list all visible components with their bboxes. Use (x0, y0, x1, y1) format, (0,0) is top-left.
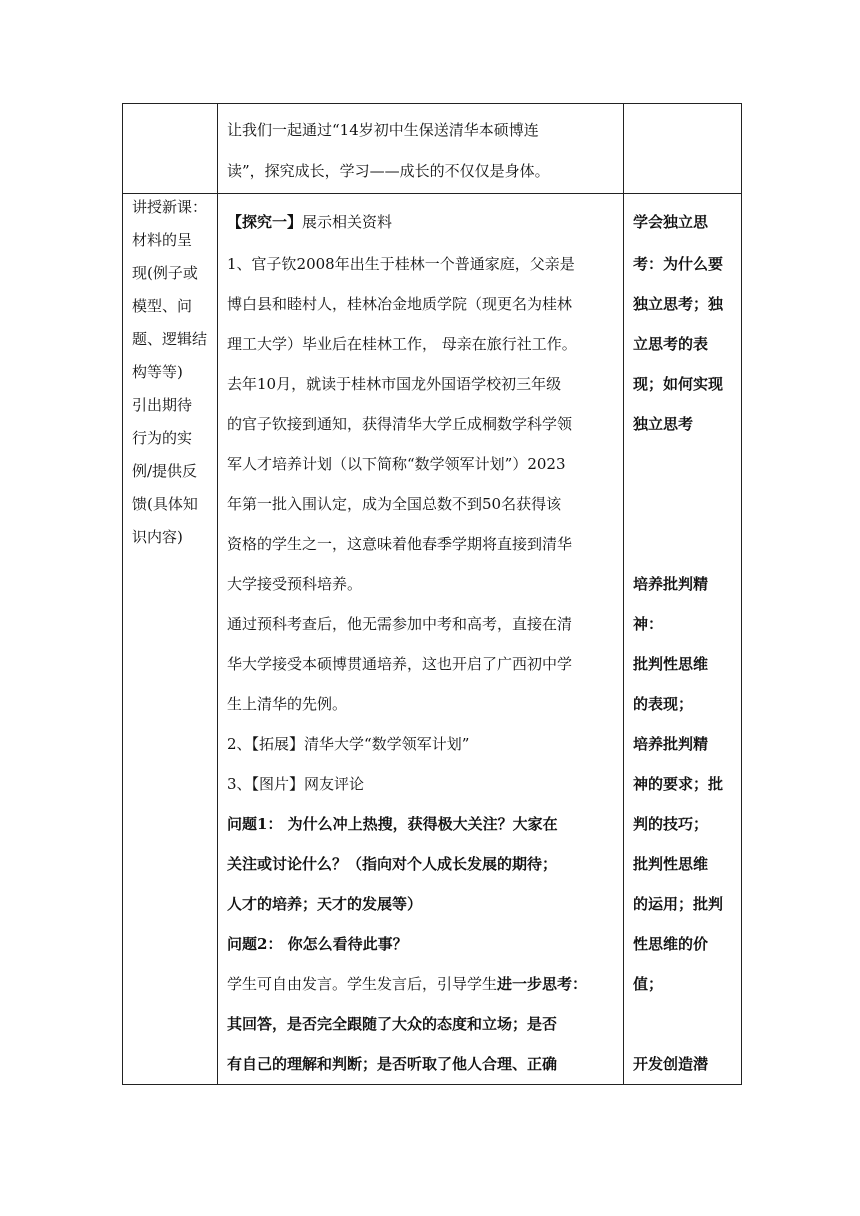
goal-line: 的运用；批判 (633, 895, 724, 913)
section-heading-text: 展示相关资料 (302, 213, 393, 231)
stage-description-line: 馈(具体知 (132, 495, 198, 513)
goal-line: 培养批判精 (633, 575, 709, 593)
row2-left-cell (123, 194, 218, 1085)
goal-line: 现；如何实现 (633, 375, 724, 393)
guidance-normal: 学生可自由发言。学生发言后，引导学生 (227, 975, 498, 993)
guidance-line: 其回答，是否完全跟随了大众的态度和立场；是否 (227, 1015, 558, 1033)
stage-description-line: 题、逻辑结 (132, 330, 208, 348)
stage-description-line: 引出期待 (132, 396, 193, 414)
material-line: 生上清华的先例。 (227, 695, 348, 713)
stage-description-line: 例/提供反 (132, 462, 198, 480)
material-line: 1、官子钦2008年出生于桂林一个普通家庭，父亲是 (227, 255, 575, 273)
material-line: 3、【图片】网友评论 (227, 775, 365, 793)
section-heading (227, 212, 392, 232)
material-line: 2、【拓展】清华大学“数学领军计划” (227, 735, 470, 753)
row1-right-cell (624, 104, 742, 194)
material-line: 博白县和睦村人，桂林冶金地质学院（现更名为桂林 (227, 295, 573, 313)
material-line: 的官子钦接到通知，获得清华大学丘成桐数学科学领 (227, 415, 573, 433)
material-line: 理工大学）毕业后在桂林工作， 母亲在旅行社工作。 (227, 335, 577, 353)
goal-line: 判的技巧； (633, 815, 709, 833)
goal-line: 开发创造潜 (633, 1055, 709, 1073)
material-line: 资格的学生之一，这意味着他春季学期将直接到清华 (227, 535, 573, 553)
material-line: 华大学接受本硕博贯通培养，这也开启了广西初中学 (227, 655, 573, 673)
stage-description-line: 构等等) (132, 363, 183, 381)
goal-line: 考：为什么要 (633, 255, 724, 273)
intro-line: 让我们一起通过“14岁初中生保送清华本硕博连 (227, 121, 539, 139)
stage-description-line: 识内容) (132, 528, 183, 546)
material-line: 军人才培养计划（以下简称“数学领军计划”）2023 (227, 455, 566, 473)
lesson-plan-table (122, 103, 742, 1085)
material-line: 大学接受预科培养。 (227, 575, 363, 593)
goal-line: 的表现； (633, 695, 694, 713)
goal-line: 神的要求；批 (633, 775, 724, 793)
goal-line: 性思维的价 (633, 935, 709, 953)
goal-line: 批判性思维 (633, 855, 709, 873)
goal-line: 批判性思维 (633, 655, 709, 673)
goal-line: 立思考的表 (633, 335, 709, 353)
goal-line: 学会独立思 (633, 213, 709, 231)
material-line: 年第一批入围认定，成为全国总数不到50名获得该 (227, 495, 562, 513)
goal-line: 独立思考 (633, 415, 694, 433)
stage-label: 讲授新课： (132, 198, 208, 216)
row1-left-cell (123, 104, 218, 194)
question-line: 问题1： 为什么冲上热搜，获得极大关注？大家在 (227, 815, 558, 833)
question-line: 人才的培养；天才的发展等） (227, 895, 423, 913)
goal-line: 培养批判精 (633, 735, 709, 753)
goal-line: 神： (633, 615, 664, 633)
stage-description-line: 材料的呈 (132, 231, 193, 249)
goal-line: 值； (633, 975, 664, 993)
material-line: 去年10月，就读于桂林市国龙外国语学校初三年级 (227, 375, 562, 393)
stage-description-line: 现(例子或 (132, 264, 198, 282)
question-line: 问题2： 你怎么看待此事？ (227, 935, 408, 953)
stage-description-line: 模型、问 (132, 297, 193, 315)
guidance-bold: 进一步思考： (497, 975, 588, 993)
section-heading-bracket: 【探究一】 (227, 213, 303, 231)
goal-line: 独立思考；独 (633, 295, 724, 313)
guidance-line: 有自己的理解和判断；是否听取了他人合理、正确 (227, 1055, 558, 1073)
guidance-line (227, 974, 587, 994)
intro-line: 读”，探究成长，学习——成长的不仅仅是身体。 (227, 162, 550, 180)
material-line: 通过预科考查后，他无需参加中考和高考，直接在清 (227, 615, 573, 633)
question-line: 关注或讨论什么？（指向对个人成长发展的期待； (227, 855, 558, 873)
stage-description-line: 行为的实 (132, 429, 193, 447)
